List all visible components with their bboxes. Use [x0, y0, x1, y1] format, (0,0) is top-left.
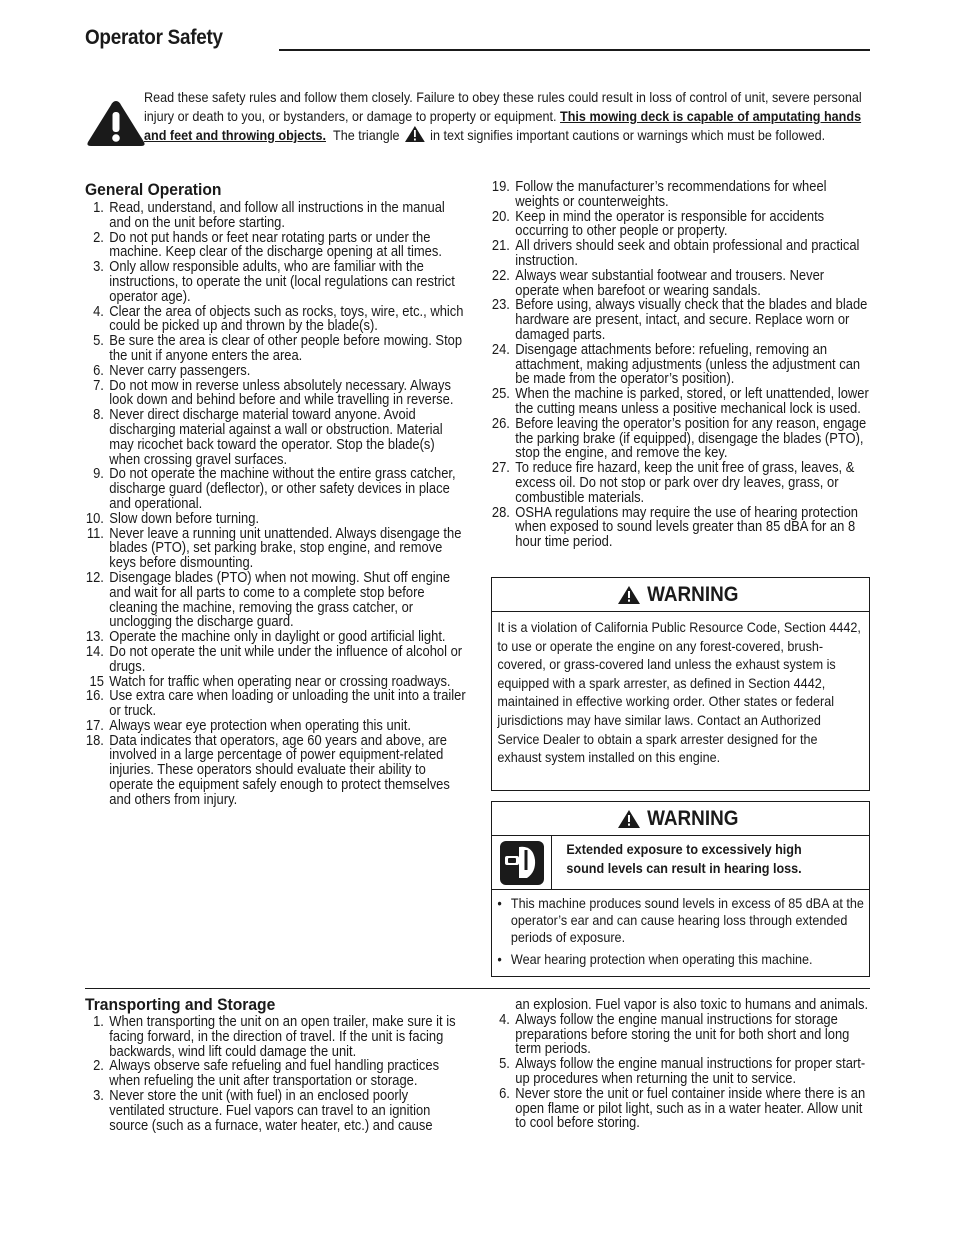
list-item	[85, 630, 467, 645]
list-item	[491, 417, 869, 461]
list-item	[491, 269, 869, 299]
warning-label: WARNING	[646, 582, 739, 606]
item-number: 22.	[491, 267, 510, 284]
item-text: Read, understand, and follow all instructions in the manual and on the unit before starting.	[109, 200, 445, 231]
item-text: Use extra care when loading or unloading the unit into a trailer or truck.	[109, 688, 466, 720]
item-number: 19.	[491, 179, 510, 195]
item-text: Data indicates that operators, age 60 years and above, are involved in a large percentage of power equipment-related injuries. These operators should evaluate their ability to operate the equipment safely enough to protect themselves and others from injury.	[109, 732, 450, 808]
item-text: Always wear eye protection when operating this unit.	[109, 717, 411, 734]
item-number: 23.	[491, 297, 510, 314]
item-number: 2.	[93, 229, 104, 246]
hearing-protection-icon	[499, 840, 545, 886]
item-number: 1.	[93, 1014, 104, 1030]
item-number: 3.	[93, 1087, 104, 1104]
list-item	[85, 571, 467, 630]
item-text: Be sure the area is clear of other people before mowing. Stop the unit if anyone enters the area.	[109, 333, 463, 364]
item-text: Keep in mind the operator is responsible for accidents occurring to other people or property.	[515, 208, 825, 240]
item-number: 5.	[93, 333, 104, 350]
list-item	[85, 379, 467, 409]
list-item	[85, 719, 467, 734]
item-text: Slow down before turning.	[109, 510, 260, 527]
item-text: Do not operate the unit while under the influence of alcohol or drugs.	[109, 643, 463, 675]
item-text: Do not put hands or feet near rotating parts or under the machine. Keep clear of the discharge opening at all times.	[109, 229, 442, 261]
list-item	[85, 527, 467, 571]
item-text: Always observe safe refueling and fuel handling practices when refueling the unit after transportation or storage.	[109, 1058, 440, 1090]
item-text: To reduce fire hazard, keep the unit free of grass, leaves, & excess oil. Do not stop or park over dry leaves, grass, or combustible materials.	[515, 460, 855, 506]
item-number: 4.	[499, 1011, 510, 1028]
warning-header	[492, 802, 869, 836]
continuation-text: an explosion. Fuel vapor is also toxic to humans and animals.	[515, 997, 869, 1013]
intro-triangle-text: The triangle	[333, 127, 400, 143]
item-number: 28.	[491, 504, 510, 521]
item-number: 18.	[85, 732, 104, 749]
title-rule	[279, 49, 870, 51]
warning-triangle-icon	[618, 586, 640, 604]
item-number: 14.	[85, 643, 104, 660]
item-text: Only allow responsible adults, who are familiar with the instructions, to operate the unit (local regulations can restrict operator age).	[109, 259, 455, 305]
item-text: When transporting the unit on an open trailer, make sure it is facing forward, in the direction of travel. If the unit is facing backwards, wind lift could damage the unit.	[109, 1014, 456, 1060]
item-number: 6.	[499, 1085, 510, 1102]
item-number: 12.	[85, 569, 104, 586]
list-item	[85, 201, 467, 231]
list-item	[85, 512, 467, 527]
transporting-storage-list	[85, 1015, 467, 1133]
general-operation-list-continued	[491, 180, 869, 550]
list-item: • This machine produces sound levels in excess of 85 dBA at the operator’s ear and can cause hearing loss through extended periods of exposure.	[497, 895, 866, 946]
intro-text: Read these safety rules and follow them closely. Failure to obey these rules could result in loss of control of unit, severe personal injury or death to you, or bystanders, or damage to property or equipment.	[144, 89, 862, 124]
item-number: 5.	[499, 1056, 510, 1073]
list-item	[491, 239, 869, 269]
item-number: 26.	[491, 415, 510, 432]
item-text: Do not operate the machine without the entire grass catcher, discharge guard (deflector), or other safety devices in place and operational.	[109, 466, 456, 512]
item-number: 1.	[93, 200, 104, 216]
item-number: 4.	[93, 303, 104, 320]
item-text: Clear the area of objects such as rocks, toys, wire, etc., which could be picked up and thrown by the blade(s).	[109, 303, 464, 335]
list-item	[491, 298, 869, 342]
warning-box-hearing	[491, 801, 870, 977]
intro-tail-text: in text signifies important cautions or warnings which must be followed.	[430, 127, 826, 143]
warning-box-spark-arrester	[491, 577, 870, 791]
general-operation-list	[85, 201, 467, 808]
warning-label: WARNING	[646, 806, 739, 830]
warning-triangle-icon	[405, 126, 425, 142]
warning-triangle-icon	[85, 98, 147, 148]
list-item: • Wear hearing protection when operating this machine.	[497, 951, 866, 968]
item-number: 25.	[491, 386, 510, 403]
item-number: 13.	[85, 629, 104, 646]
warning-header	[492, 578, 869, 612]
item-text: OSHA regulations may require the use of hearing protection when exposed to sound levels greater than 85 dBA for an 8 hour time period.	[515, 504, 859, 551]
list-item	[85, 408, 467, 467]
item-number: 17.	[85, 717, 104, 734]
item-text: Watch for traffic when operating near or crossing roadways.	[109, 673, 451, 690]
item-number: 20.	[491, 208, 510, 225]
list-item	[491, 1013, 869, 1057]
item-text: Never carry passengers.	[109, 362, 251, 379]
item-text: Operate the machine only in daylight or good artificial light.	[109, 629, 446, 646]
item-text: Never direct discharge material toward anyone. Avoid discharging material against a wall or obstruction. Material may ricochet back toward the operator. Stop the blade(s) when crossing gravel surfaces.	[109, 407, 443, 468]
list-item	[85, 231, 467, 261]
list-item	[491, 1057, 869, 1087]
item-number: 21.	[491, 238, 510, 255]
item-text: Never store the unit (with fuel) in an enclosed poorly ventilated structure. Fuel vapors can travel to an ignition source (such as a furnace, water heater, etc.) and cause	[109, 1087, 433, 1134]
item-number: 8.	[93, 407, 104, 424]
list-item	[491, 343, 869, 387]
list-item	[85, 689, 467, 719]
item-text: Disengage blades (PTO) when not mowing. Shut off engine and wait for all parts to come to a complete stop before cleaning the machine, removing the grass catcher, or unclogging the discharge guard.	[109, 569, 451, 631]
transporting-storage-heading: Transporting and Storage	[85, 995, 276, 1014]
item-text: When the machine is parked, stored, or left unattended, lower the cutting means unless a positive mechanical lock is used.	[515, 386, 869, 417]
intro-emphasis: This mowing deck is capable of amputating hands and feet and throwing objects.	[144, 108, 862, 143]
list-item	[85, 305, 467, 335]
list-item	[491, 180, 869, 210]
item-number: 9.	[93, 466, 104, 483]
list-item	[85, 645, 467, 675]
list-item	[491, 461, 869, 505]
list-item	[85, 1059, 467, 1089]
item-text: Before leaving the operator’s position for any reason, engage the parking brake (if equipped), disengage the blades (PTO), stop the engine, and remove the key.	[515, 415, 867, 462]
item-number: 24.	[491, 341, 510, 358]
item-number: 7.	[93, 377, 104, 394]
item-number: 3.	[93, 259, 104, 276]
list-item	[85, 467, 467, 511]
list-item	[491, 1087, 869, 1131]
hearing-warning-bullets	[492, 890, 872, 968]
warning-text: It is a violation of California Public Resource Code, Section 4442, to use or operate the engine on any forest-covered, brush-covered, or grass-covered land unless the exhaust system is equipped with a spark arrester, as defined in Section 4442, maintained in effective working order. Other states or federal jurisdictions may have similar laws. Contact an Authorized Service Dealer to obtain a spark arrester designed for the exhaust system installed on this engine.	[497, 619, 861, 766]
item-number: 11.	[86, 525, 104, 542]
item-text: All drivers should seek and obtain professional and practical instruction.	[515, 238, 860, 269]
item-number: 16.	[85, 688, 104, 705]
section-divider	[85, 988, 870, 989]
list-item	[85, 334, 467, 364]
list-item	[85, 260, 467, 304]
item-number: 10.	[85, 510, 104, 527]
intro-paragraph	[144, 88, 869, 145]
item-text: Never store the unit or fuel container inside where there is an open flame or pilot light, such as in a water heater. Allow unit to cool before storing.	[515, 1085, 866, 1132]
list-item	[85, 734, 467, 808]
hearing-warning-headline: Extended exposure to excessively high sound levels can result in hearing loss.	[566, 841, 802, 876]
item-number: 6.	[93, 362, 104, 379]
item-number: 15	[89, 673, 104, 690]
page-title: Operator Safety	[85, 26, 223, 49]
item-text: Do not mow in reverse unless absolutely necessary. Always look down and behind before and while travelling in reverse.	[109, 377, 454, 409]
item-text: Follow the manufacturer’s recommendations for wheel weights or counterweights.	[515, 179, 827, 210]
list-item	[85, 364, 467, 379]
item-text: Before using, always visually check that the blades and blade hardware are present, intact, and secure. Replace worn or damaged parts.	[515, 297, 868, 343]
list-item	[491, 210, 869, 240]
transporting-storage-list-continued	[491, 998, 869, 1131]
warning-triangle-icon	[618, 810, 640, 828]
item-text: Always follow the engine manual instructions for storage preparations before storing the unit for both short and long term periods.	[515, 1011, 850, 1058]
list-item	[85, 1015, 467, 1059]
list-item	[491, 506, 869, 550]
general-operation-heading: General Operation	[85, 180, 222, 199]
item-text: Always wear substantial footwear and trousers. Never operate when barefoot or wearing sandals.	[515, 267, 825, 299]
list-item	[491, 387, 869, 417]
list-item	[85, 1089, 467, 1133]
list-item	[85, 675, 467, 690]
item-number: 2.	[93, 1058, 104, 1075]
item-text: Never leave a running unit unattended. Always disengage the blades (PTO), set parking brake, stop engine, and remove keys before dismounting.	[109, 525, 462, 572]
item-text: Always follow the engine manual instructions for proper start-up procedures when returning the unit to service.	[515, 1056, 866, 1087]
item-number: 27.	[491, 460, 510, 477]
item-text: Disengage attachments before: refueling, removing an attachment, making adjustments (unless the adjustment can be made from the operator’s position).	[515, 341, 861, 388]
